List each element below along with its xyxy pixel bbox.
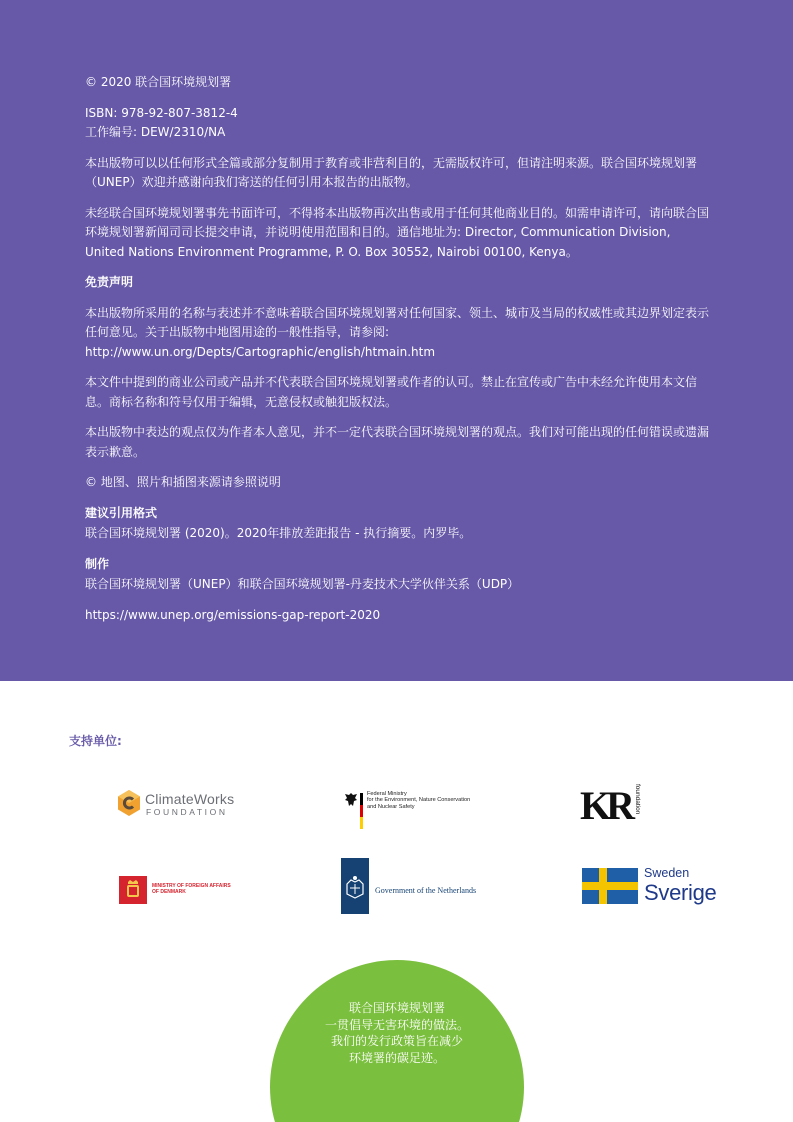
sverige-label: Sverige <box>644 880 717 905</box>
note-line: 联合国环境规划署 <box>348 1001 445 1015</box>
credits-note: © 地图、照片和插图来源请参照说明 <box>85 475 281 489</box>
denmark-mfa-name: MINISTRY OF FOREIGN AFFAIRS OF DENMARK <box>152 883 231 895</box>
swedish-flag-icon <box>582 868 638 904</box>
german-flag-bar <box>360 793 363 829</box>
climateworks-sub: FOUNDATION <box>146 807 228 817</box>
netherlands-name: Government of the Netherlands <box>375 886 477 895</box>
supporters-label: 支持单位: <box>69 734 122 748</box>
dutch-coat-of-arms-icon <box>341 858 369 914</box>
kr-sub: foundation <box>634 784 641 815</box>
bmu-logo <box>342 789 492 831</box>
production-text: 联合国环境规划署（UNEP）和联合国环境规划署-丹麦技术大学伙伴关系（UDP） <box>85 577 520 591</box>
report-url[interactable]: https://www.unep.org/emissions-gap-report-2020 <box>85 607 381 622</box>
climateworks-logo <box>117 788 237 818</box>
legal-notice <box>85 73 711 636</box>
disclaimer-paragraph: 本文件中提到的商业公司或产品并不代表联合国环境规划署或作者的认可。禁止在宣传或广告中未经允许使用本文信息。商标名称和符号仅用于编辑，无意侵权或触犯版权法。 <box>85 375 698 409</box>
isbn-block <box>85 104 711 143</box>
disclaimer-paragraph: 本出版物所采用的名称与表述并不意味着联合国环境规划署对任何国家、领土、城市及当局的权威性或其边界划定表示任何意见。关于出版物中地图用途的一般性指导，请参阅: http://www.un.org/Depts/Cartographic/english/htmain.htm <box>85 305 710 359</box>
resale-paragraph: 未经联合国环境规划署事先书面许可，不得将本出版物再次出售或用于任何其他商业目的。如需申请许可，请向联合国环境规划署新闻司司长提交申请，并说明使用范围和目的。通信地址为: Director, Communication Division, United Nations Environment Programme, P. O. Box 30552, Nairobi 00100, Kenya。 <box>85 205 710 259</box>
sweden-label: Sweden <box>644 866 690 880</box>
production-heading: 制作 <box>85 556 110 571</box>
bmu-name: Federal Ministry for the Environment, Nature Conservation and Nuclear Safety <box>367 791 471 810</box>
climateworks-hex-icon <box>117 789 141 817</box>
note-line: 我们的发行政策旨在减少 <box>330 1034 463 1048</box>
citation-heading: 建议引用格式 <box>85 505 158 520</box>
copyright: © 2020 联合国环境规划署 <box>85 75 232 89</box>
isbn: ISBN: 978-92-807-3812-4 <box>85 105 238 120</box>
eagle-icon <box>344 792 358 808</box>
disclaimer-heading: 免责声明 <box>85 275 134 289</box>
netherlands-logo <box>341 858 491 914</box>
climateworks-name: ClimateWorks <box>145 791 235 807</box>
kr-foundation-logo <box>580 783 650 828</box>
environmental-note <box>270 1000 524 1066</box>
sweden-logo <box>582 866 722 908</box>
denmark-mfa-logo <box>119 876 239 904</box>
citation-block <box>85 504 711 544</box>
danish-crest-icon <box>119 876 147 904</box>
reproduction-paragraph: 本出版物可以以任何形式全篇或部分复制用于教育或非营利目的，无需版权许可，但请注明来源。联合国环境规划署（UNEP）欢迎并感谢向我们寄送的任何引用本报告的出版物。 <box>85 155 698 189</box>
note-line: 环境署的碳足迹。 <box>348 1050 445 1065</box>
kr-letters: KR <box>580 783 630 828</box>
citation-text: 联合国环境规划署 (2020)。2020年排放差距报告 - 执行摘要。内罗毕。 <box>85 526 472 540</box>
note-line: 一贯倡导无害环境的做法。 <box>324 1017 469 1032</box>
disclaimer-paragraph: 本出版物中表达的观点仅为作者本人意见，并不一定代表联合国环境规划署的观点。我们对可能出现的任何错误或遗漏表示歉意。 <box>85 425 710 459</box>
job-number: 工作编号: DEW/2310/NA <box>85 125 226 139</box>
production-block <box>85 555 711 595</box>
